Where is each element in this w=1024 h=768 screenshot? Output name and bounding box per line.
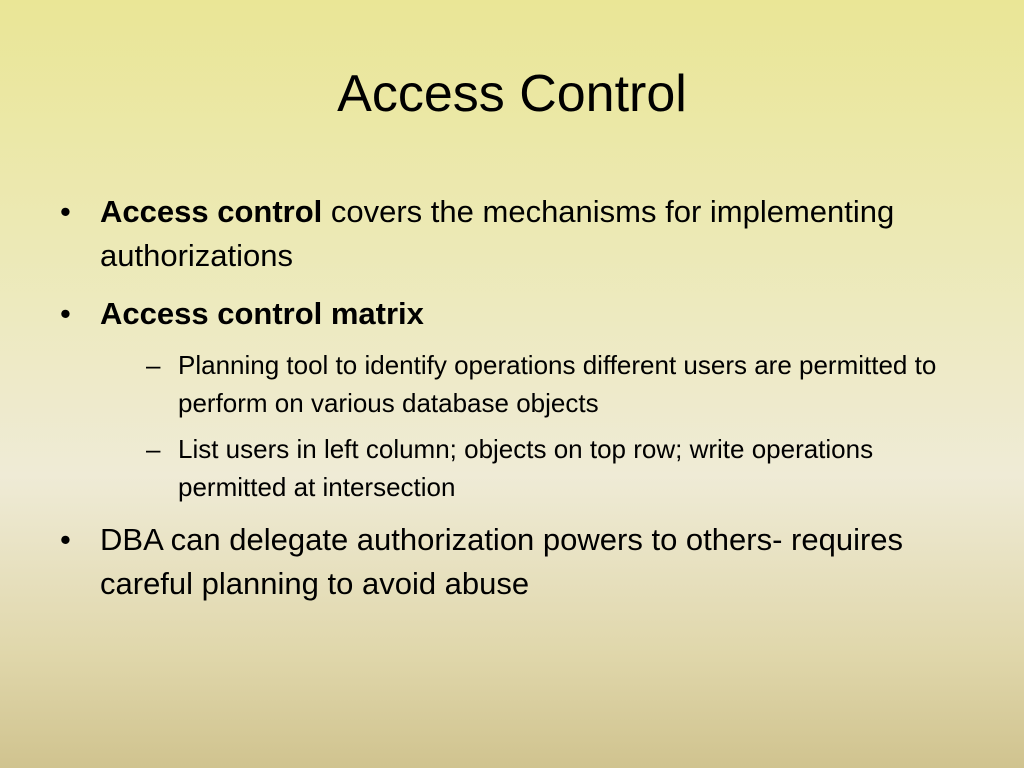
- dash-icon: –: [146, 350, 161, 380]
- bullet-icon: •: [60, 522, 71, 557]
- bullet-item-access-control: [60, 190, 960, 278]
- bullet-item-dba-delegate: [60, 518, 960, 606]
- slide-title: Access Control: [337, 65, 687, 123]
- bullet-bold-text: Access control: [100, 194, 323, 229]
- bullet-item-access-control-matrix: [60, 292, 960, 336]
- bullet-icon: •: [60, 194, 71, 229]
- sub-bullet-item-list-users: [146, 430, 960, 506]
- dash-icon: –: [146, 434, 161, 464]
- sub-bullet-text: Planning tool to identify operations different users are permitted to perform on various database objects: [178, 350, 937, 418]
- sub-bullet-text: List users in left column; objects on top row; write operations permitted at intersection: [178, 434, 874, 502]
- slide-body: [60, 190, 960, 620]
- sub-bullet-item-planning-tool: [146, 346, 960, 422]
- bullet-icon: •: [60, 296, 71, 331]
- bullet-text: DBA can delegate authorization powers to others- requires careful planning to avoid abuse: [100, 522, 904, 601]
- bullet-bold-text: Access control matrix: [100, 296, 424, 331]
- bullet-text: covers the mechanisms for implementing authorizations: [100, 194, 895, 273]
